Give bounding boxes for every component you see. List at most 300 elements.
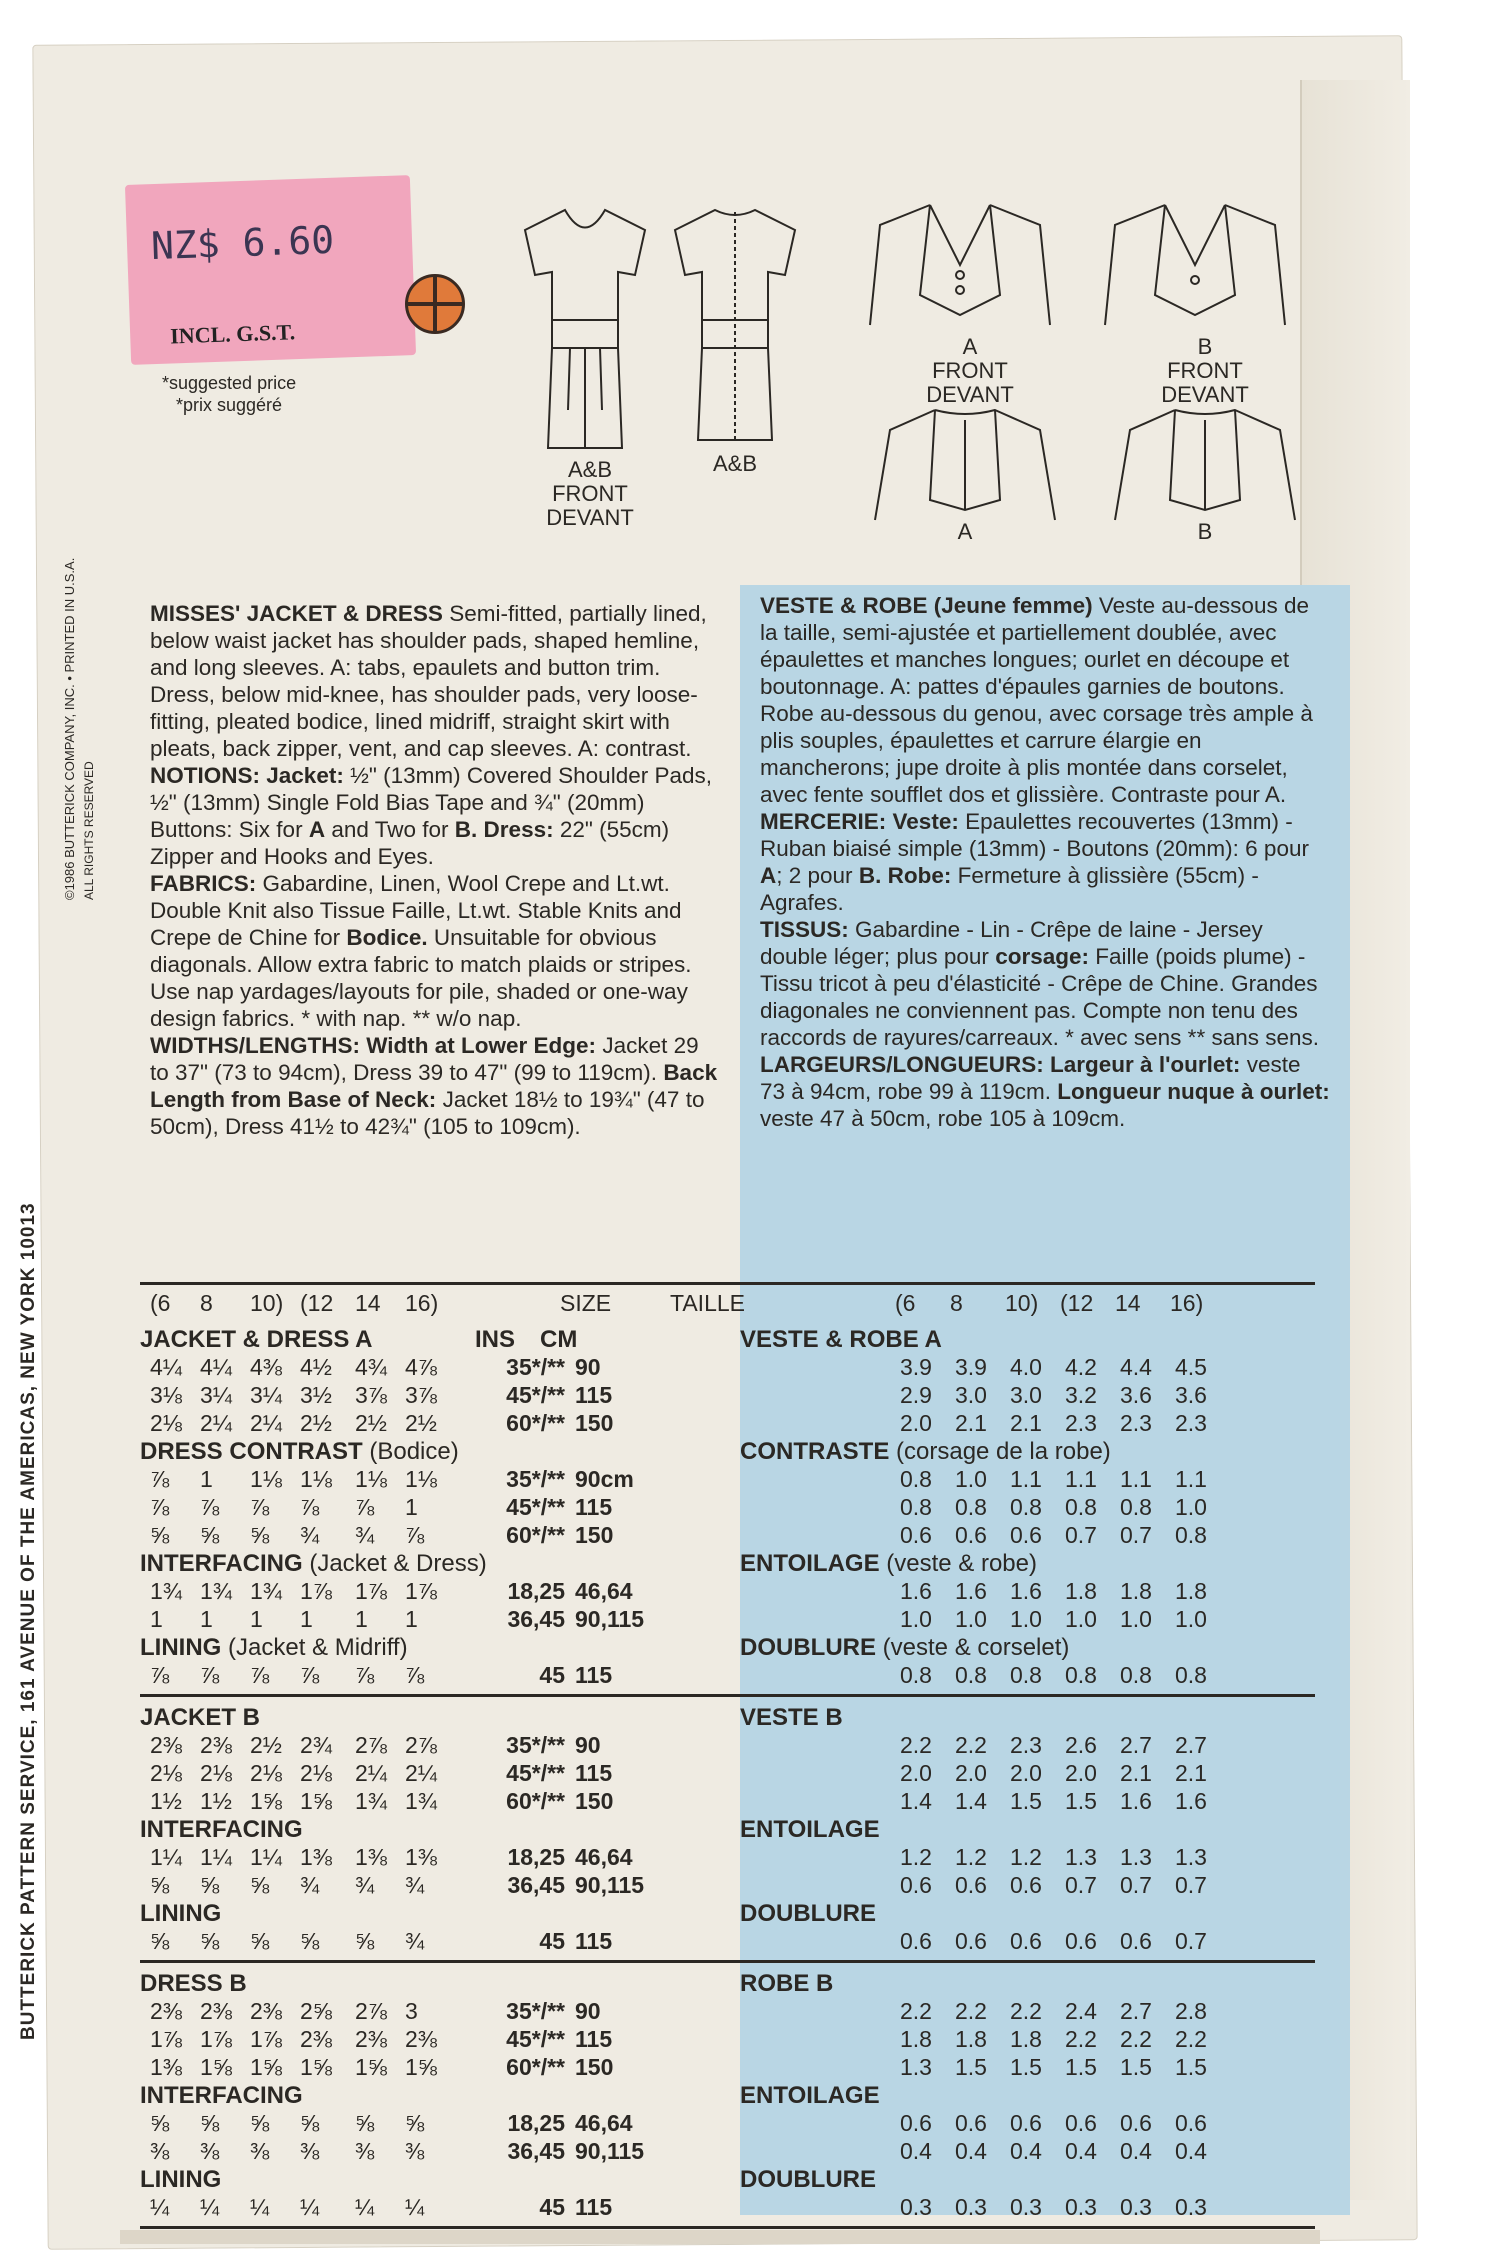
yardage-us-value: 2⅜ — [250, 1998, 282, 2024]
yardage-us-value: ¾ — [405, 1928, 425, 1954]
yardage-metric-value: 0.3 — [1175, 2194, 1207, 2220]
yardage-metric-value: 0.8 — [900, 1662, 932, 1688]
yardage-us-value: 4⅜ — [250, 1354, 282, 1380]
fabric-width-cm: 90,115 — [575, 1872, 645, 1898]
fabrics-text: Gabardine, Linen, Wool Crepe and Lt.wt. Double Knit also Tissue Faille, Lt.wt. Stable Knits and Crepe de Chine for — [150, 871, 682, 950]
yardage-us-value: ¾ — [300, 1872, 320, 1898]
yardage-us-value: ⅝ — [250, 2110, 270, 2136]
fabric-width-cm: 90 — [575, 1354, 601, 1380]
yardage-metric-value: 2.0 — [1065, 1760, 1097, 1786]
fabric-width-cm: 46,64 — [575, 1844, 633, 1870]
section-title-fr-main: DOUBLURE — [740, 1900, 876, 1927]
yardage-us-value: ⅞ — [300, 1662, 320, 1688]
yardage-metric-value: 1.5 — [955, 2054, 987, 2080]
fabric-width-cm: 115 — [575, 1760, 613, 1786]
yardage-us-value: ⅝ — [150, 1522, 170, 1548]
yardage-us-value: 1⅞ — [150, 2026, 182, 2052]
yardage-metric-value: 2.1 — [1010, 1410, 1042, 1436]
fabric-width-cm: 115 — [575, 2194, 613, 2220]
yardage-us-value: 2⅞ — [355, 1998, 387, 2024]
description-title: MISSES' JACKET & DRESS — [150, 601, 443, 626]
publisher-address: BUTTERICK PATTERN SERVICE, 161 AVENUE OF THE AMERICAS, NEW YORK 10013 — [18, 1202, 39, 2040]
fabric-width-ins: 45 — [539, 1928, 565, 1954]
yardage-metric-value: 3.9 — [900, 1354, 932, 1380]
yardage-metric-value: 0.6 — [1010, 1872, 1042, 1898]
yardage-us-value: 4¾ — [355, 1354, 387, 1380]
envelope-bottom-edge — [120, 2230, 1320, 2244]
chart-section-rule — [140, 1960, 1315, 1963]
yardage-us-value: 2⅛ — [150, 1760, 182, 1786]
yardage-us-value: 2⅜ — [150, 1732, 182, 1758]
description-french — [760, 592, 1330, 1132]
section-title-fr-main: CONTRASTE — [740, 1438, 890, 1465]
yardage-us-value: ⅝ — [405, 2110, 425, 2136]
yardage-us-value: 1 — [150, 1606, 163, 1632]
fabric-width-ins: 45 — [539, 1662, 565, 1688]
yardage-metric-value: 0.7 — [1065, 1872, 1097, 1898]
yardage-metric-value: 1.5 — [1010, 1788, 1042, 1814]
yardage-us-value: ⅞ — [405, 1522, 425, 1548]
fabric-width-ins: 36,45 — [507, 1872, 565, 1898]
yardage-metric-value: 1.5 — [1010, 2054, 1042, 2080]
yardage-metric-value: 1.1 — [1010, 1466, 1042, 1492]
yardage-metric-value: 0.8 — [900, 1494, 932, 1520]
chart-section-heading — [140, 1900, 1320, 1928]
yardage-row — [140, 1998, 1320, 2026]
yardage-us-value: ⅝ — [150, 1872, 170, 1898]
section-title-fr-main: ROBE B — [740, 1970, 834, 1997]
yardage-metric-value: 1.0 — [1065, 1606, 1097, 1632]
yardage-metric-value: 3.2 — [1065, 1382, 1097, 1408]
yardage-metric-value: 1.3 — [1065, 1844, 1097, 1870]
yardage-metric-value: 2.8 — [1175, 1998, 1207, 2024]
yardage-metric-value: 0.8 — [955, 1494, 987, 1520]
jacket-b-back-illustration — [1110, 400, 1300, 530]
section-title-en-main: JACKET B — [140, 1704, 261, 1731]
fabric-width-cm: 90 — [575, 1732, 601, 1758]
yardage-us-value: ⅞ — [300, 1494, 320, 1520]
yardage-metric-value: 0.6 — [955, 2110, 987, 2136]
yardage-metric-value: 0.6 — [1120, 2110, 1152, 2136]
section-title-fr-main: ENTOILAGE — [740, 2082, 880, 2109]
yardage-metric-value: 2.9 — [900, 1382, 932, 1408]
yardage-metric-value: 0.6 — [900, 1522, 932, 1548]
yardage-metric-value: 0.8 — [1120, 1494, 1152, 1520]
yardage-us-value: 2⅞ — [405, 1732, 437, 1758]
yardage-us-value: ⅞ — [200, 1662, 220, 1688]
yardage-metric-value: 1.5 — [1120, 2054, 1152, 2080]
label-line: DEVANT — [546, 505, 634, 530]
yardage-metric-value: 0.6 — [900, 2110, 932, 2136]
section-title-fr-main: ENTOILAGE — [740, 1550, 880, 1577]
yardage-row — [140, 2110, 1320, 2138]
yardage-metric-value: 1.8 — [1010, 2026, 1042, 2052]
dress-front-label — [535, 458, 645, 530]
yardage-metric-value: 1.3 — [900, 2054, 932, 2080]
jacket-a-front-illustration — [860, 195, 1060, 335]
yardage-row — [140, 1760, 1320, 1788]
yardage-metric-value: 1.3 — [1175, 1844, 1207, 1870]
chart-section-heading — [140, 1438, 1320, 1466]
mercerie-veste: Veste: — [892, 809, 959, 834]
yardage-metric-value: 1.0 — [1175, 1494, 1207, 1520]
yardage-metric-value: 2.6 — [1065, 1732, 1097, 1758]
fabric-width-ins: 60*/** — [506, 1410, 565, 1436]
section-title-en — [140, 1970, 247, 1998]
fabric-width-ins: 60*/** — [506, 1522, 565, 1548]
yardage-us-value: 2⅜ — [200, 1998, 232, 2024]
yardage-us-value: 3⅛ — [150, 1382, 182, 1408]
size-fr-header: 8 — [950, 1290, 963, 1316]
yardage-metric-value: 0.6 — [1010, 1522, 1042, 1548]
yardage-us-value: ⅞ — [250, 1662, 270, 1688]
size-us-header: 8 — [200, 1290, 213, 1316]
yardage-metric-value: 0.7 — [1120, 1872, 1152, 1898]
yardage-metric-value: 1.2 — [955, 1844, 987, 1870]
price-text: NZ$ 6.60 — [150, 217, 335, 269]
section-title-en-sub: (Jacket & Dress) — [309, 1550, 487, 1577]
yardage-us-value: ⅝ — [355, 1928, 375, 1954]
description-body: Semi-fitted, partially lined, below waist jacket has shoulder pads, shaped hemline, and long sleeves. A: tabs, epaulets and button trim. Dress, below mid-knee, has shoulder pads, very loose-fitting, pleated bodice, lined midriff, straight skirt with pleats, back zipper, vent, and cap sleeves. A: contrast. — [150, 601, 707, 761]
description-fr-title: VESTE & ROBE (Jeune femme) — [760, 593, 1093, 618]
yardage-metric-value: 1.0 — [955, 1466, 987, 1492]
yardage-metric-value: 0.6 — [900, 1928, 932, 1954]
section-title-fr — [740, 2166, 876, 2194]
yardage-us-value: ⅝ — [250, 1522, 270, 1548]
yardage-us-value: ⅜ — [405, 2138, 425, 2164]
yardage-metric-value: 1.5 — [1065, 2054, 1097, 2080]
dress-back-label: A&B — [712, 451, 758, 476]
yardage-us-value: 4⅞ — [405, 1354, 437, 1380]
yardage-us-value: 1¼ — [200, 1844, 232, 1870]
section-title-fr-sub: (veste & corselet) — [882, 1634, 1070, 1661]
yardage-metric-value: 2.2 — [1175, 2026, 1207, 2052]
yardage-us-value: ¼ — [250, 2194, 270, 2220]
size-fr-header: 16) — [1170, 1290, 1204, 1316]
yardage-metric-value: 3.0 — [955, 1382, 987, 1408]
fabric-width-cm: 90cm — [575, 1466, 634, 1492]
yardage-us-value: 1½ — [150, 1788, 182, 1814]
fabric-width-ins: 45*/** — [506, 1382, 565, 1408]
fabric-width-ins: 45*/** — [506, 1494, 565, 1520]
size-us-header: 14 — [355, 1290, 381, 1316]
yardage-row — [140, 1578, 1320, 1606]
yardage-us-value: 2½ — [250, 1732, 282, 1758]
yardage-metric-value: 1.6 — [1120, 1788, 1152, 1814]
yardage-us-value: 2½ — [355, 1410, 387, 1436]
section-title-en — [140, 2082, 303, 2110]
jacket-a-back-illustration — [870, 400, 1060, 530]
yardage-us-value: 3 — [405, 1998, 418, 2024]
fabrics-rest: Unsuitable for obvious diagonals. Allow extra fabric to match plaids or stripes. Use nap yardages/layouts for pile, shaded or one-way design fabrics. * with nap. ** w/o nap. — [150, 925, 692, 1031]
yardage-us-value: 1⅞ — [250, 2026, 282, 2052]
section-title-en — [140, 1900, 221, 1928]
yardage-us-value: ⅞ — [150, 1662, 170, 1688]
gst-note: INCL. G.S.T. — [169, 319, 296, 349]
dress-front-illustration — [510, 200, 660, 460]
yardage-metric-value: 0.6 — [1010, 2110, 1042, 2136]
section-title-en-sub: (Jacket & Midriff) — [228, 1634, 408, 1661]
longueur-label: Longueur nuque à ourlet: — [1057, 1079, 1330, 1104]
yardage-row — [140, 1494, 1320, 1522]
yardage-us-value: ⅝ — [250, 1928, 270, 1954]
label-line: A&B — [567, 457, 613, 482]
yardage-metric-value: 1.1 — [1175, 1466, 1207, 1492]
yardage-row — [140, 1844, 1320, 1872]
jacket-a-back-label: A — [957, 519, 973, 544]
fabric-width-ins: 35*/** — [506, 1466, 565, 1492]
yardage-metric-value: 2.7 — [1175, 1732, 1207, 1758]
chart-section-heading — [140, 1816, 1320, 1844]
jacket-b-front-illustration — [1095, 195, 1295, 335]
yardage-us-value: 1⅝ — [300, 1788, 332, 1814]
yardage-row — [140, 1606, 1320, 1634]
yardage-metric-value: 0.8 — [900, 1466, 932, 1492]
yardage-metric-value: 2.2 — [1065, 2026, 1097, 2052]
tissus-rest: Faille (poids plume) - Tissu tricot à peu d'élasticité - Crêpe de Chine. Grandes diagonales ne conviennent pas. Compte non tenu des raccords de rayures/carreaux. * avec sens ** sans sens. — [760, 944, 1320, 1050]
yardage-metric-value: 0.7 — [1065, 1522, 1097, 1548]
copyright-line: ©1986 BUTTERICK COMPANY, INC. • PRINTED IN U.S.A. — [62, 557, 77, 900]
yardage-metric-value: 2.3 — [1175, 1410, 1207, 1436]
price-sticker — [125, 175, 416, 365]
yardage-metric-value: 0.7 — [1175, 1928, 1207, 1954]
yardage-us-value: ⅝ — [250, 1872, 270, 1898]
jacket-a-front-label — [915, 335, 1025, 407]
size-header: SIZE — [560, 1290, 612, 1316]
yardage-us-value: 3¼ — [200, 1382, 232, 1408]
yardage-metric-value: 0.8 — [1065, 1494, 1097, 1520]
section-title-en — [140, 1438, 459, 1466]
section-title-fr-main: ENTOILAGE — [740, 1816, 880, 1843]
label-line: A — [962, 334, 978, 359]
back-length-text: Jacket 18½ to 19¾" (47 to 50cm), Dress 41½ to 42¾" (105 to 109cm). — [150, 1087, 705, 1139]
yardage-metric-value: 2.7 — [1120, 1998, 1152, 2024]
fabric-width-ins: 45 — [539, 2194, 565, 2220]
yardage-us-value: 2⅜ — [355, 2026, 387, 2052]
yardage-metric-value: 1.2 — [900, 1844, 932, 1870]
yardage-us-value: 1⅛ — [250, 1466, 282, 1492]
fabric-width-ins: 35*/** — [506, 1732, 565, 1758]
fabric-width-ins: 45*/** — [506, 1760, 565, 1786]
rights-line: ALL RIGHTS RESERVED — [82, 761, 96, 900]
fabric-width-cm: 150 — [575, 2054, 614, 2080]
yardage-us-value: ⅝ — [200, 1522, 220, 1548]
yardage-metric-value: 4.4 — [1120, 1354, 1152, 1380]
yardage-metric-value: 0.8 — [1010, 1494, 1042, 1520]
yardage-metric-value: 4.2 — [1065, 1354, 1097, 1380]
section-title-fr-sub: (corsage de la robe) — [896, 1438, 1111, 1465]
fabric-width-cm: 46,64 — [575, 2110, 633, 2136]
mercerie-text: Epaulettes recouvertes (13mm) - Ruban biaisé simple (13mm) - Boutons (20mm): 6 pour — [760, 809, 1309, 861]
fabric-width-cm: 150 — [575, 1788, 614, 1814]
suggested-price — [162, 372, 296, 416]
yardage-us-value: 2¼ — [200, 1410, 232, 1436]
yardage-us-value: 1⅜ — [405, 1844, 437, 1870]
section-title-en — [140, 1816, 303, 1844]
tissus-corsage: corsage: — [995, 944, 1089, 969]
yardage-metric-value: 2.2 — [955, 1732, 987, 1758]
notions-dress-text: 22" (55cm) Zipper and Hooks and Eyes. — [150, 817, 670, 869]
fabric-width-ins: 18,25 — [507, 2110, 565, 2136]
yardage-us-value: ⅜ — [150, 2138, 170, 2164]
section-title-fr-main: VESTE & ROBE A — [740, 1326, 942, 1353]
mercerie-b-robe: B. Robe: — [858, 863, 952, 888]
yardage-us-value: 1 — [355, 1606, 368, 1632]
section-title-en — [140, 1326, 372, 1354]
yardage-metric-value: 1.5 — [1175, 2054, 1207, 2080]
chart-section-heading — [140, 1326, 1320, 1354]
yardage-us-value: 1 — [405, 1606, 418, 1632]
yardage-us-value: 1 — [200, 1466, 213, 1492]
yardage-us-value: 1⅜ — [300, 1844, 332, 1870]
yardage-us-value: 1⅞ — [405, 1578, 437, 1604]
yardage-us-value: 1⅜ — [355, 1844, 387, 1870]
section-title-fr — [740, 1438, 1111, 1466]
chart-header-row — [140, 1290, 1320, 1318]
fabric-width-cm: 90,115 — [575, 1606, 645, 1632]
yardage-metric-value: 0.6 — [955, 1872, 987, 1898]
yardage-us-value: ⅜ — [300, 2138, 320, 2164]
label-line: FRONT — [552, 481, 628, 506]
description-fr-body: Veste au-dessous de la taille, semi-ajustée et partiellement doublée, avec épaulettes et manches longues; ourlet en découpe et boutonnage. A: pattes d'épaules garnies de boutons. Robe au-dessous du genou, avec corsage très ample à plis souples, épaulettes et carrure élargie en mancherons; jupe droite à plis montée dans corselet, avec fente soufflet dos et glissière. Contraste pour A. — [760, 593, 1313, 807]
yardage-metric-value: 1.0 — [1120, 1606, 1152, 1632]
label-line: DEVANT — [1161, 382, 1249, 407]
yardage-us-value: ¾ — [300, 1522, 320, 1548]
yardage-us-value: ¼ — [300, 2194, 320, 2220]
yardage-us-value: ⅜ — [250, 2138, 270, 2164]
notions-b-dress: B. Dress: — [454, 817, 554, 842]
yardage-us-value: 2½ — [300, 1410, 332, 1436]
yardage-metric-value: 2.0 — [900, 1410, 932, 1436]
yardage-metric-value: 2.0 — [955, 1760, 987, 1786]
yardage-us-value: 1⅞ — [355, 1578, 387, 1604]
yardage-metric-value: 0.8 — [955, 1662, 987, 1688]
fabric-width-cm: 150 — [575, 1410, 614, 1436]
yardage-us-value: ⅝ — [150, 1928, 170, 1954]
yardage-metric-value: 2.0 — [900, 1760, 932, 1786]
yardage-us-value: 1¼ — [250, 1844, 282, 1870]
yardage-metric-value: 0.4 — [1010, 2138, 1042, 2164]
yardage-us-value: 1⅝ — [355, 2054, 387, 2080]
chart-section-heading — [140, 1970, 1320, 1998]
yardage-metric-value: 1.8 — [955, 2026, 987, 2052]
yardage-us-value: 1 — [200, 1606, 213, 1632]
yardage-us-value: ⅝ — [300, 2110, 320, 2136]
size-us-header: 10) — [250, 1290, 284, 1316]
yardage-us-value: ¼ — [405, 2194, 425, 2220]
yardage-metric-value: 0.4 — [900, 2138, 932, 2164]
fabric-width-ins: 18,25 — [507, 1844, 565, 1870]
section-title-fr-main: VESTE B — [740, 1704, 843, 1731]
yardage-us-value: 2⅛ — [200, 1760, 232, 1786]
fabric-width-cm: 46,64 — [575, 1578, 633, 1604]
fabric-width-cm: 115 — [575, 1928, 613, 1954]
yardage-us-value: ¼ — [200, 2194, 220, 2220]
tissus-text: Gabardine - Lin - Crêpe de laine - Jersey double léger; plus pour — [760, 917, 1263, 969]
section-title-en-main: LINING — [140, 1900, 222, 1927]
yardage-metric-value: 0.3 — [955, 2194, 987, 2220]
yardage-metric-value: 1.1 — [1065, 1466, 1097, 1492]
widths-text: Jacket 29 to 37" (73 to 94cm), Dress 39 to 47" (99 to 119cm). — [150, 1033, 699, 1085]
largeurs-text: veste 73 à 94cm, robe 99 à 119cm. — [760, 1052, 1301, 1104]
yardage-metric-value: 1.6 — [1010, 1578, 1042, 1604]
description-english — [150, 600, 720, 1140]
yardage-metric-value: 1.4 — [900, 1788, 932, 1814]
yardage-us-value: 3⅞ — [355, 1382, 387, 1408]
section-title-en-main: DRESS CONTRAST — [140, 1438, 363, 1465]
size-us-header: 16) — [405, 1290, 439, 1316]
section-title-fr — [740, 1704, 843, 1732]
back-length-label: Back Length from Base of Neck: — [150, 1060, 718, 1112]
mercerie-robe-text: Fermeture à glissière (55cm) - Agrafes. — [760, 863, 1259, 915]
yardage-us-value: 2¼ — [405, 1760, 437, 1786]
yardage-us-value: ⅝ — [300, 1928, 320, 1954]
size-fr-header: (12 — [1060, 1290, 1094, 1316]
yardage-us-value: ⅜ — [200, 2138, 220, 2164]
yardage-metric-value: 0.8 — [1010, 1662, 1042, 1688]
yardage-row — [140, 1662, 1320, 1690]
yardage-metric-value: 2.2 — [900, 1998, 932, 2024]
section-title-fr-main: DOUBLURE — [740, 2166, 876, 2193]
chart-section-rule — [140, 2226, 1315, 2229]
yardage-us-value: 1⅛ — [300, 1466, 332, 1492]
yardage-us-value: 1⅝ — [250, 1788, 282, 1814]
yardage-metric-value: 4.0 — [1010, 1354, 1042, 1380]
yardage-metric-value: 2.2 — [1120, 2026, 1152, 2052]
yardage-us-value: 2⅝ — [300, 1998, 332, 2024]
section-title-fr-sub: (veste & robe) — [886, 1550, 1037, 1577]
yardage-row — [140, 1732, 1320, 1760]
fabric-width-ins: 36,45 — [507, 2138, 565, 2164]
yardage-metric-value: 1.2 — [1010, 1844, 1042, 1870]
yardage-us-value: ⅞ — [355, 1494, 375, 1520]
fabric-width-cm: 115 — [575, 1382, 613, 1408]
yardage-metric-value: 0.7 — [1120, 1522, 1152, 1548]
yardage-metric-value: 3.9 — [955, 1354, 987, 1380]
yardage-us-value: 2¼ — [355, 1760, 387, 1786]
yardage-metric-value: 2.3 — [1010, 1732, 1042, 1758]
yardage-us-value: 1⅝ — [405, 2054, 437, 2080]
yardage-metric-value: 0.6 — [1120, 1928, 1152, 1954]
yardage-us-value: ⅞ — [150, 1466, 170, 1492]
yardage-metric-value: 2.7 — [1120, 1732, 1152, 1758]
yardage-metric-value: 1.6 — [1175, 1788, 1207, 1814]
notions-jacket-text: ½" (13mm) Covered Shoulder Pads, ½" (13mm) Single Fold Bias Tape and ¾" (20mm) Buttons: Six for — [150, 763, 712, 842]
yardage-us-value: ¼ — [355, 2194, 375, 2220]
yardage-us-value: ⅜ — [355, 2138, 375, 2164]
chart-section-heading — [140, 2082, 1320, 2110]
largeurs-label: LARGEURS/LONGUEURS: — [760, 1052, 1044, 1077]
yardage-us-value: 3½ — [300, 1382, 332, 1408]
yardage-us-value: 1⅜ — [150, 2054, 182, 2080]
yardage-metric-value: 0.3 — [1120, 2194, 1152, 2220]
yardage-us-value: ⅞ — [250, 1494, 270, 1520]
yardage-metric-value: 1.8 — [1175, 1578, 1207, 1604]
yardage-us-value: 2⅜ — [200, 1732, 232, 1758]
yardage-us-value: 2⅞ — [355, 1732, 387, 1758]
yardage-metric-value: 0.6 — [955, 1928, 987, 1954]
yardage-us-value: ⅝ — [150, 2110, 170, 2136]
yardage-metric-value: 0.6 — [1065, 2110, 1097, 2136]
fabric-width-ins: 18,25 — [507, 1578, 565, 1604]
fabric-width-ins: 45*/** — [506, 2026, 565, 2052]
yardage-metric-value: 0.6 — [900, 1872, 932, 1898]
notions-label: NOTIONS: — [150, 763, 260, 788]
fabric-width-cm: 90 — [575, 1998, 601, 2024]
fabric-width-ins: 36,45 — [507, 1606, 565, 1632]
yardage-metric-value: 1.3 — [1120, 1844, 1152, 1870]
section-title-en-main: JACKET & DRESS A — [140, 1326, 373, 1353]
